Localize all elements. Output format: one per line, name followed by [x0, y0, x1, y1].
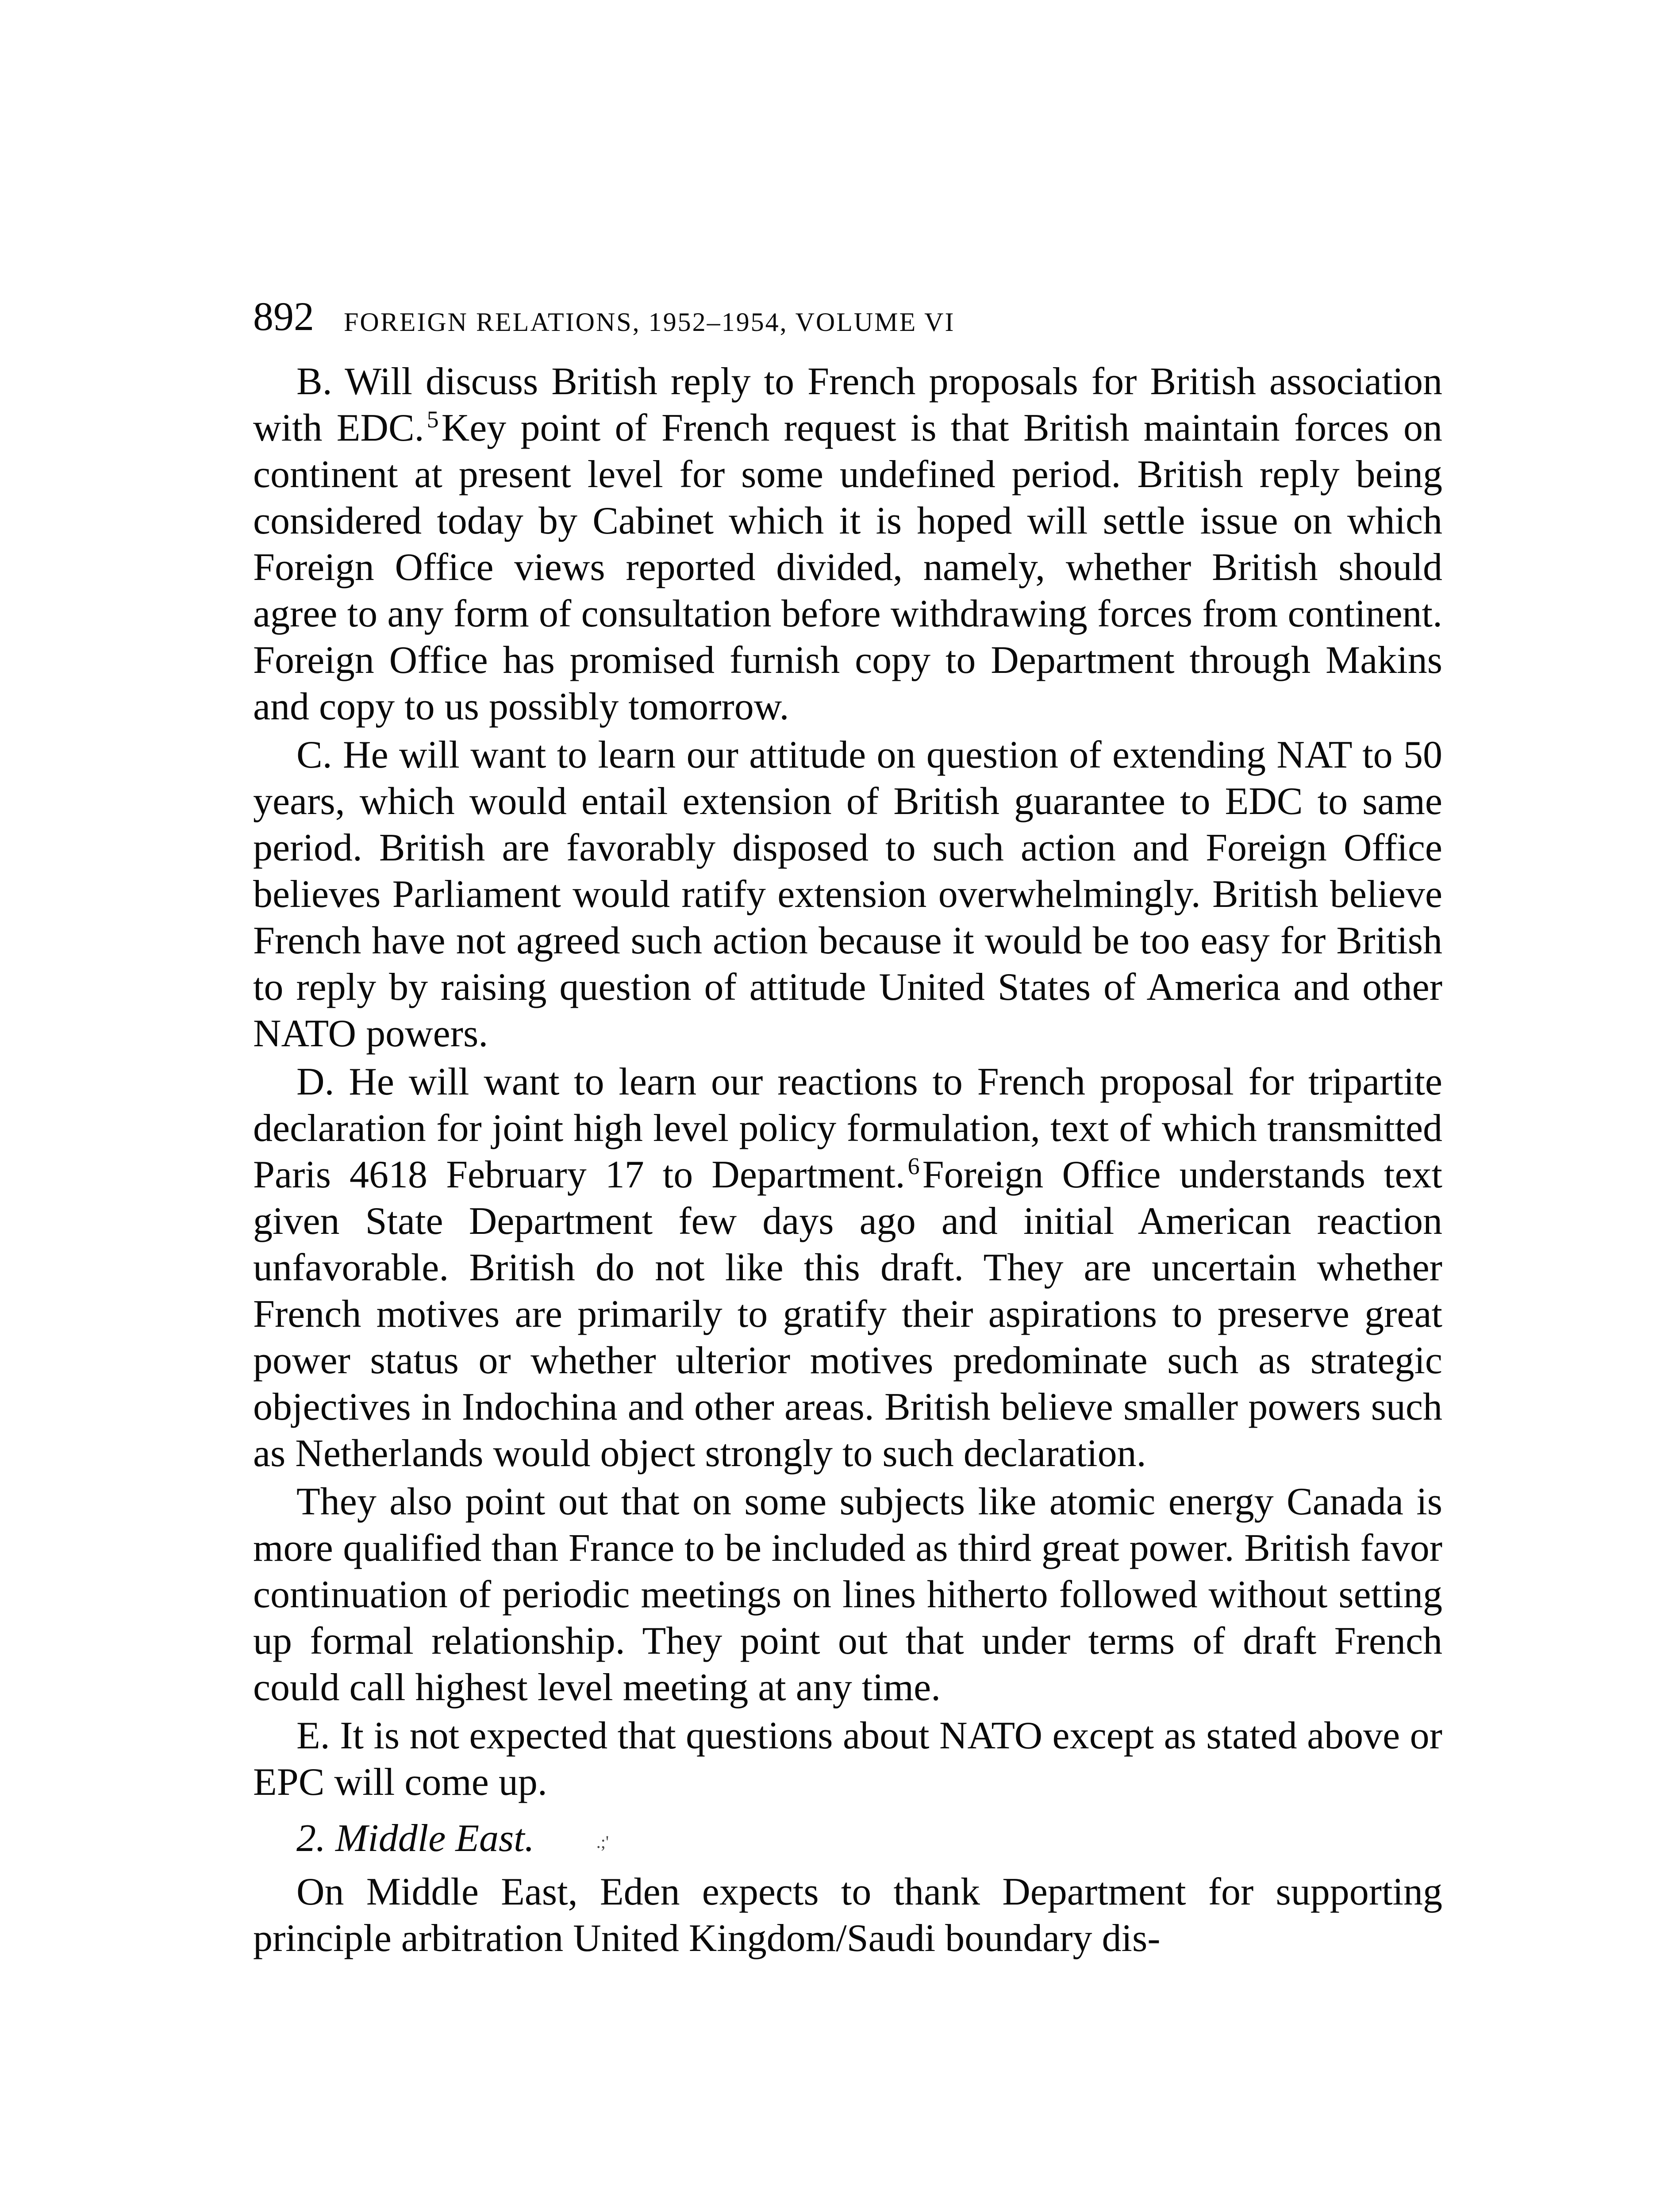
page-header [253, 290, 1448, 352]
paragraph-b-text-1: B. Will discuss British reply to French proposals for British association with EDC. [253, 360, 1442, 449]
paragraph-c: C. He will want to learn our attitude on question of extending NAT to 50 years, which would entail extension of British guarantee to EDC to same period. British are favorably disposed to such action and Foreign Office believes Parliament would ratify extension overwhelmingly. British believe French have not agreed such action because it would be too easy for British to reply by raising question of attitude United States of America and other NATO powers. [253, 733, 1442, 1055]
section-heading-middle-east [253, 1815, 1442, 1865]
section-heading-text: 2. Middle East. [296, 1817, 534, 1860]
stray-mark: .;' [596, 1832, 609, 1852]
running-head: FOREIGN RELATIONS, 1952–1954, VOLUME VI [344, 307, 955, 337]
paragraph-d [253, 1059, 1442, 1477]
footnote-ref-6: 6 [907, 1152, 920, 1179]
paragraph-e: E. It is not expected that questions about NATO except as stated above or EPC will come up. [253, 1714, 1442, 1804]
body-text [253, 358, 1442, 1962]
paragraph-middle-east: On Middle East, Eden expects to thank Department for supporting principle arbitration United Kingdom/Saudi boundary dis- [253, 1870, 1442, 1960]
paragraph-they: They also point out that on some subjects like atomic energy Canada is more qualified than France to be included as third great power. British favor continuation of periodic meetings on lines hitherto followed without setting up formal relationship. They point out that under terms of draft French could call highest level meeting at any time. [253, 1480, 1442, 1709]
paragraph-b [253, 358, 1442, 730]
paragraph-d-text-1: D. He will want to learn our reactions to French proposal for tripartite declaration for joint high level policy formulation, text of which transmitted Paris 4618 February 17 to Department. [253, 1060, 1442, 1196]
page-number: 892 [253, 294, 314, 339]
paragraph-d-text-2: Foreign Office understands text given State Department few days ago and initial American reaction unfavorable. British do not like this draft. They are uncertain whether French motives are primarily to gratify their aspirations to preserve great power status or whether ulterior motives predominate such as strategic objectives in Indochina and other areas. British believe smaller powers such as Netherlands would object strongly to such declaration. [253, 1153, 1442, 1475]
footnote-ref-5: 5 [427, 406, 439, 433]
paragraph-b-text-2: Key point of French request is that British maintain forces on continent at present level for some undefined period. British reply being considered today by Cabinet which it is hoped will settle issue on which Foreign Office views reported divided, namely, whether British should agree to any form of consultation before withdrawing forces from continent. Foreign Office has promised furnish copy to Department through Makins and copy to us possibly tomorrow. [253, 407, 1442, 728]
